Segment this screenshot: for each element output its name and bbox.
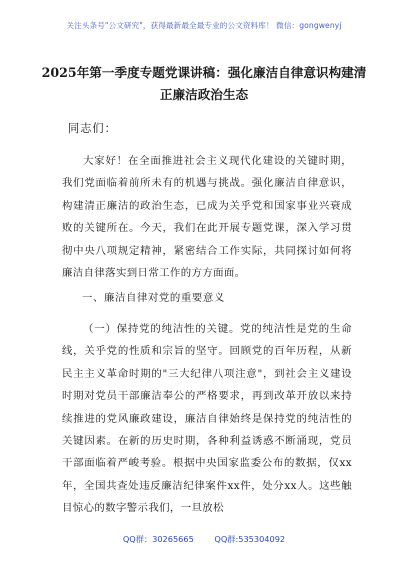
header-note: 关注头条号"公文研究"，获得最新最全最专业的公文资料库！ 微信：gongwenyj <box>66 21 342 30</box>
title-line-1: 2025年第一季度专题党课讲稿：强化廉洁自律意识构建清 <box>41 65 367 80</box>
paragraph-intro: 大家好！在全面推进社会主义现代化建设的关键时期，我们党面临着前所未有的机遇与挑战。强化廉洁自律意识，构建清正廉洁的政治生态，已成为关乎党和国家事业兴衰成败的关键所在。今天，我们在此开展专题党课，深入学习贯彻中央八项规定精神，紧密结合工作实际，共同探讨如何将廉洁自律落实到日常工作的方方面面。 <box>62 155 352 280</box>
salutation: 同志们： <box>68 122 117 135</box>
footer-qq-group-2: QQ群:535304092 <box>214 534 286 544</box>
footer-qq-group-1: QQ群：30265665 <box>122 534 194 544</box>
page-title <box>40 62 368 106</box>
section-heading-1: 一、廉洁自律对党的重要意义 <box>82 292 225 304</box>
paragraph-section-1-1: （一）保持党的纯洁性的关键。党的纯洁性是党的生命线，关乎党的性质和宗旨的坚守。回顾党的百年历程，从新民主主义革命时期的"三大纪律八项注意"，到社会主义建设时期对党员干部廉洁奉公的严格要求，再到改革开放以来持续推进的党风廉政建设，廉洁自律始终是保持党的纯洁性的关键因素。在新的历史时期，各种利益诱惑不断涌现，党员干部面临着严峻考验。根据中央国家监委公布的数据，仅xx年，全国共查处违反廉洁纪律案件xx件，处分xx人。这些触目惊心的数字警示我们，一旦放松 <box>62 323 352 515</box>
title-line-2: 正廉洁政治生态 <box>159 87 249 102</box>
footer-contacts <box>0 534 408 545</box>
